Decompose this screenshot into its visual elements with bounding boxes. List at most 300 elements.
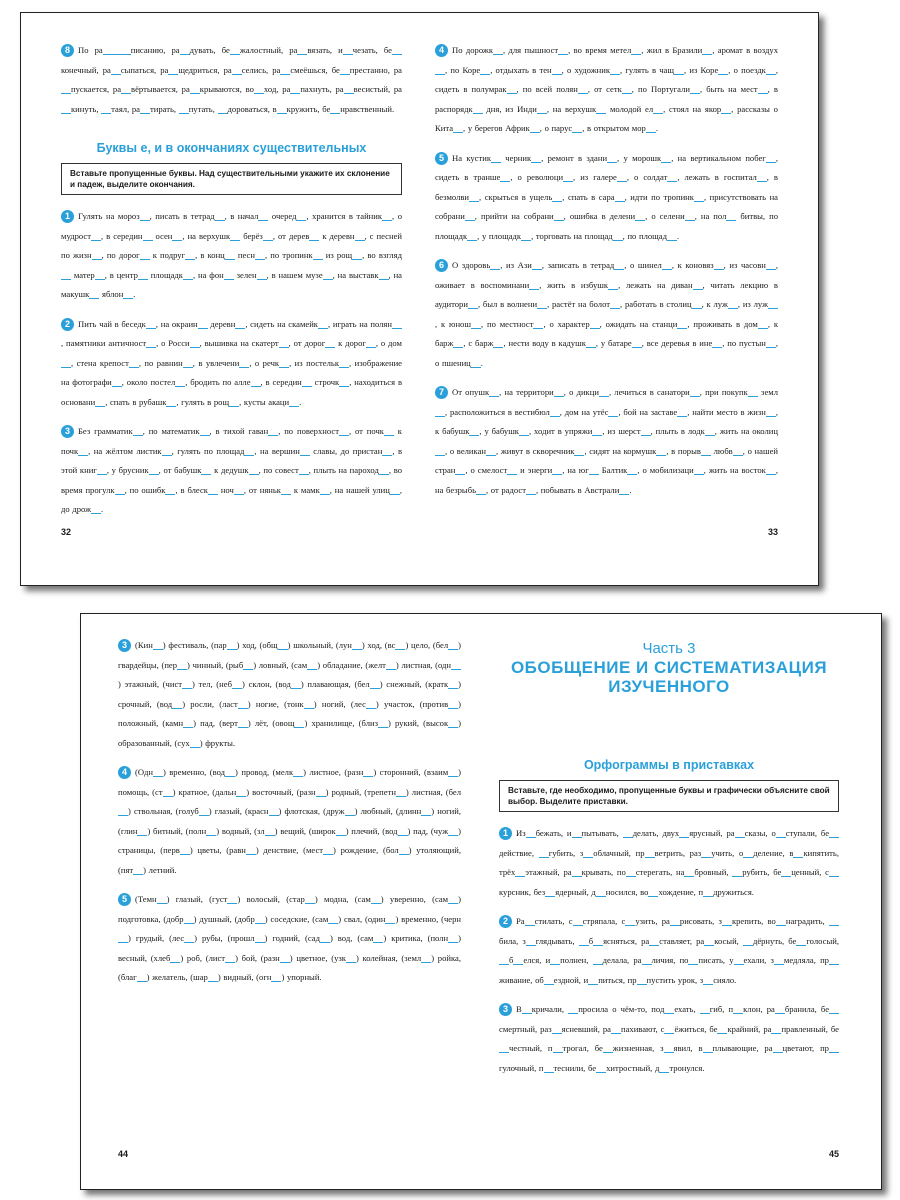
exercise-text: , скрыться в ущель [479, 191, 553, 202]
blank-gap [435, 65, 445, 75]
exercise-text: , о мобилизаци [637, 465, 694, 475]
exercise-text: ) цветное, (узк [289, 952, 346, 963]
exercise-number-badge: 1 [499, 827, 512, 840]
blank-gap [115, 485, 125, 495]
blank-gap [614, 260, 624, 270]
exercise-text: ездной, и [553, 974, 589, 985]
blank-gap [768, 299, 778, 309]
blank-gap [468, 299, 478, 309]
blank-gap [366, 699, 376, 709]
blank-gap [590, 319, 600, 329]
blank-gap [476, 485, 486, 495]
exercise-text: стилать, с [534, 916, 573, 926]
exercise-text: явил, в [673, 1043, 703, 1053]
exercise-text: Пить чай в беседк [78, 318, 146, 329]
exercise-5 [435, 149, 778, 247]
spread-pages-32-33 [20, 12, 819, 586]
blank-gap [384, 426, 394, 436]
blank-gap [180, 845, 190, 855]
exercise-text: , во взгляд [362, 250, 402, 260]
blank-gap [234, 485, 244, 495]
exercise-text: б [509, 955, 514, 965]
blank-gap [688, 955, 698, 965]
page-32 [61, 41, 402, 585]
exercise-text: бранила, бе [784, 1004, 830, 1014]
exercise-4 [118, 763, 461, 880]
blank-gap [183, 718, 193, 728]
exercise-text: к дорог [335, 338, 366, 348]
blank-gap [690, 84, 700, 94]
exercise-text: голосый, [806, 935, 839, 946]
exercise-text: ) упорный. [281, 972, 322, 982]
exercise-text: ценный, с [791, 867, 829, 877]
blank-gap [489, 387, 499, 397]
blank-gap [323, 270, 333, 280]
page-number: 33 [767, 527, 778, 537]
exercise-text: , по площад [622, 230, 667, 241]
blank-gap [592, 426, 602, 436]
exercise-text: смеёшься, бе [290, 64, 340, 75]
exercise-text: ) положный, (камн [118, 698, 462, 728]
blank-gap [705, 426, 715, 436]
exercise-text: , у морошк [617, 152, 662, 163]
exercise-text: ) волосый, (стар [237, 894, 305, 904]
exercises-list [435, 41, 778, 500]
blank-gap [230, 231, 240, 241]
blank-gap [558, 45, 568, 55]
exercise-text: , к барж [435, 318, 778, 348]
exercise-text: пустить урок, з [646, 974, 704, 985]
blank-gap [632, 338, 642, 348]
exercise-text: На кустик [452, 152, 492, 163]
exercise-text: , по всей полян [516, 84, 578, 94]
blank-gap [101, 104, 111, 114]
blank-gap [279, 358, 289, 368]
blank-gap [545, 887, 555, 897]
exercise-text: , о шинел [624, 260, 662, 270]
blank-gap [140, 104, 150, 114]
blank-gap [610, 65, 620, 75]
exercise-text: ) чинный, (рыб [187, 659, 244, 670]
exercise-text: ) душный, (добр [193, 913, 255, 924]
exercise-text: , по местност [480, 318, 534, 329]
exercise-text: тронулся. [669, 1062, 705, 1073]
exercise-text: ёжиться, бе [674, 1023, 718, 1034]
blank-gap [583, 848, 593, 858]
exercise-text: ) колейная, (земл [355, 952, 422, 963]
exercise-text: , к луж [701, 299, 728, 309]
exercise-text: . [480, 357, 483, 368]
exercise-text: ) цело, (бел [405, 640, 449, 650]
page-number: 45 [828, 1149, 839, 1159]
exercise-text: рубить, бе [742, 867, 782, 877]
exercise-text: ) участок, (против [375, 698, 449, 709]
exercise-text: , плыть на пароход [308, 465, 379, 475]
blank-gap [373, 933, 383, 943]
exercise-text: ) помощь, (ст [118, 767, 462, 797]
exercise-text: губить, з [548, 847, 584, 858]
exercise-number-badge: 5 [435, 152, 448, 165]
exercise-text: любв [710, 445, 733, 456]
blank-gap [550, 407, 560, 417]
blank-gap [305, 894, 315, 904]
blank-gap [507, 84, 517, 94]
blank-gap [573, 916, 583, 926]
exercise-text: ) провод, (мелк [235, 767, 294, 777]
exercise-text: , от сетк [587, 84, 622, 94]
blank-gap [386, 660, 396, 670]
exercise-text: , в середин [260, 377, 302, 387]
exercise-text: , жил в Бразили [641, 45, 703, 55]
blank-gap [774, 955, 784, 965]
exercise-text: этажный, ра [525, 867, 572, 877]
exercise-text: вязать, и [307, 45, 343, 55]
blank-gap [455, 465, 465, 475]
exercise-text: хитростный, д [606, 1062, 660, 1073]
blank-gap [776, 828, 786, 838]
blank-gap [552, 192, 562, 202]
exercise-text: нравственный. [340, 103, 395, 114]
blank-gap [694, 192, 704, 202]
exercise-text: , по Коре [445, 64, 481, 75]
exercise-text: , во время метел [568, 45, 632, 55]
blank-gap [714, 260, 724, 270]
blank-gap [766, 407, 776, 417]
blank-gap [163, 787, 173, 797]
exercise-text: , из галере [573, 172, 617, 182]
blank-gap [617, 172, 627, 182]
blank-gap [61, 270, 71, 280]
exercise-4 [435, 41, 778, 139]
exercise-text: , рассказы о Кита [435, 103, 778, 133]
blank-gap [323, 845, 333, 855]
blank-gap [667, 230, 680, 241]
exercise-text: полнен, [560, 955, 593, 965]
exercise-text: ) бой, (разн [235, 952, 280, 963]
part-title-line-1: ОБОБЩЕНИЕ И СИСТЕМАТИЗАЦИЯ [510, 658, 828, 677]
exercise-text: , спать в сара [562, 191, 615, 202]
exercise-text: очеред [268, 211, 297, 221]
exercise-text: , прийти на собрани [474, 211, 554, 221]
exercise-text: , в увлечени [192, 357, 240, 368]
blank-gap [208, 972, 218, 982]
exercise-text: , жить на восток [703, 465, 766, 475]
blank-gap [118, 933, 128, 943]
exercise-text: , из постельк [289, 357, 340, 368]
exercise-text: деление, в [753, 847, 794, 858]
exercise-text: , жить на околиц [714, 426, 778, 436]
exercise-text: щедриться, ра [178, 64, 232, 75]
instruction-box: Вставьте пропущенные буквы. Над существительными укажите их склонение и падеж, выделите окончания. [61, 163, 402, 195]
exercise-text: к подруг [149, 250, 186, 260]
exercise-text: зелен [233, 269, 257, 280]
blank-gap [757, 172, 767, 182]
blank-gap [399, 845, 409, 855]
blank-gap [291, 679, 301, 689]
exercise-text: , быть на мест [699, 84, 758, 94]
exercise-text: , сидят на кормушк [584, 445, 657, 456]
exercise-text: , от бабушк [158, 465, 202, 475]
exercise-text: ветрить, раз [654, 847, 702, 858]
part-title-line-2: ИЗУЧЕННОГО [608, 677, 730, 696]
blank-gap [239, 358, 249, 368]
exercise-text: , лечиться в санатори [608, 387, 690, 397]
blank-gap [198, 319, 208, 329]
blank-gap [200, 426, 210, 436]
blank-gap [91, 504, 104, 514]
exercise-3 [499, 1000, 839, 1078]
exercise-text: косый, [714, 935, 743, 946]
exercise-text: , для пышност [503, 45, 559, 55]
blank-gap [225, 953, 235, 963]
blank-gap [793, 848, 803, 858]
blank-gap [229, 397, 239, 407]
exercise-2 [499, 912, 839, 990]
blank-gap [515, 867, 525, 877]
exercise-text: , от дорог [288, 338, 326, 348]
blank-gap [596, 1063, 606, 1073]
exercise-number-badge: 4 [118, 766, 131, 779]
blank-gap [758, 84, 768, 94]
exercise-text: дувать, бе [189, 45, 230, 55]
blank-gap [352, 250, 362, 260]
blank-gap [596, 104, 606, 114]
exercise-text: Из [516, 828, 526, 838]
exercise-text: , о солдат [626, 172, 668, 182]
blank-gap [703, 975, 713, 985]
blank-gap [97, 465, 107, 475]
blank-gap [578, 84, 588, 94]
blank-gap [95, 270, 105, 280]
exercise-text: , лежать в госпитал [677, 172, 757, 182]
exercise-text: , на нашей улиц [329, 484, 390, 495]
exercise-text: , работать в столиц [620, 299, 692, 309]
exercise-text: песн [234, 250, 255, 260]
exercise-text: , гулять в рощ [176, 396, 230, 407]
exercise-text: делать, двух [632, 828, 680, 838]
exercise-text: , по Португали [631, 84, 690, 94]
blank-gap [659, 1063, 669, 1073]
blank-gap [568, 1004, 578, 1014]
exercise-text: , на жёлтом листик [88, 445, 162, 456]
exercise-text: , на безрыбь [435, 465, 779, 495]
blank-gap [766, 338, 776, 348]
exercise-text: гулочный, п [499, 1062, 544, 1073]
blank-gap [355, 231, 365, 241]
exercise-text: делала, ра [602, 955, 642, 965]
exercise-text: , о поездк [728, 64, 766, 75]
blank-gap [448, 933, 458, 943]
blank-gap [469, 426, 479, 436]
exercise-text: земл [757, 387, 778, 397]
page-45 [499, 636, 839, 1189]
blank-gap [448, 826, 458, 836]
blank-gap [340, 65, 350, 75]
blank-gap [703, 1043, 713, 1053]
blank-gap [140, 211, 150, 221]
exercise-text: , на окраин [155, 318, 198, 329]
blank-gap [339, 358, 349, 368]
exercise-text: , ошибка в делени [563, 211, 636, 221]
exercise-text: , от радост [486, 484, 526, 495]
blank-gap [297, 45, 307, 55]
blank-gap [325, 338, 335, 348]
blank-gap [507, 465, 517, 475]
blank-gap [153, 640, 163, 650]
exercise-text: , из Ази [500, 260, 532, 270]
exercise-text: , лежать на диван [618, 279, 693, 290]
exercise-text: личия, по [651, 955, 689, 965]
exercise-text: ) школьный, (лун [287, 640, 352, 650]
blank-gap [700, 1004, 710, 1014]
blank-gap [339, 426, 349, 436]
exercise-text: , бой на заставе [618, 406, 678, 417]
exercise-text: , о мудрост [61, 211, 402, 241]
exercise-text: живание, об [499, 974, 544, 985]
exercise-text: ) временно, (вод [162, 767, 226, 777]
exercise-text: хождение, п [658, 886, 704, 897]
exercise-number-badge: 3 [499, 1003, 512, 1016]
exercise-text: жалостный, ра [239, 45, 298, 55]
blank-gap [661, 153, 671, 163]
exercise-text: , нести воду в кадушк [503, 338, 586, 348]
blank-gap [608, 280, 618, 290]
exercise-text: кинуть, [71, 103, 102, 114]
blank-gap [379, 465, 389, 475]
blank-gap [544, 1063, 554, 1073]
exercise-text: чезать, бе [352, 45, 392, 55]
exercise-text: , живут в скворечник [495, 445, 575, 456]
exercise-text: к почк [61, 426, 402, 456]
exercise-text: , на фон [192, 269, 224, 280]
blank-gap [111, 65, 121, 75]
blank-gap [318, 319, 328, 329]
exercise-text: , с песней по жизн [61, 230, 402, 260]
page-number: 44 [118, 1149, 129, 1159]
exercise-text: ) срочный, (вод [118, 679, 462, 709]
blank-gap [277, 104, 287, 114]
exercise-text: ) критика, (полн [383, 933, 449, 943]
blank-gap [735, 828, 745, 838]
blank-gap [677, 407, 687, 417]
exercise-text: , о парус [539, 123, 573, 133]
blank-gap [603, 1043, 613, 1053]
blank-gap [165, 485, 175, 495]
exercise-text: ) рождение, (бол [333, 845, 399, 855]
blank-gap [554, 387, 564, 397]
exercise-text: , в конц [195, 250, 225, 260]
exercise-text: , по пустын [722, 338, 766, 348]
exercise-text: крайний, ра [727, 1023, 772, 1034]
exercise-text: ) плавающая, (бел [300, 679, 370, 689]
blank-gap [608, 407, 618, 417]
blank-gap [664, 1004, 674, 1014]
blank-gap [829, 916, 839, 926]
exercise-number-badge: 2 [499, 915, 512, 928]
blank-gap [448, 894, 458, 904]
blank-gap [550, 955, 560, 965]
exercise-text: ) водный, (зл [216, 825, 265, 836]
blank-gap [733, 1004, 743, 1014]
blank-gap [92, 250, 102, 260]
blank-gap [453, 123, 463, 133]
blank-gap [345, 806, 355, 816]
exercise-text: ) денствие, (мест [255, 845, 324, 855]
blank-gap [607, 153, 617, 163]
blank-gap [118, 806, 128, 816]
exercise-text: кружить, бе [286, 103, 331, 114]
blank-gap [553, 1043, 563, 1053]
exercise-text: ) глазый, (густ [166, 894, 228, 904]
blank-gap [448, 699, 458, 709]
exercise-text: , у батаре [595, 338, 632, 348]
blank-gap [172, 699, 182, 709]
exercise-text: ступали, бе [785, 828, 830, 838]
blank-gap [175, 377, 185, 387]
exercise-text: писать, у [698, 955, 734, 965]
blank-gap [300, 446, 310, 456]
blank-gap [89, 289, 99, 299]
blank-gap [244, 446, 254, 456]
blank-gap [296, 211, 306, 221]
blank-gap [593, 936, 603, 946]
exercise-text: славы, до пристан [309, 445, 383, 456]
exercise-text: ) ход, (общ [236, 640, 278, 650]
blank-gap [199, 806, 209, 816]
blank-gap [664, 1043, 674, 1053]
blank-gap [91, 231, 101, 241]
blank-gap [235, 319, 245, 329]
exercise-text: , с барж [463, 338, 494, 348]
blank-gap [766, 153, 776, 163]
exercise-text: крепить, во [731, 916, 776, 926]
exercise-text: , дом на утёс [559, 406, 609, 417]
exercise-text: тирать, [149, 103, 179, 114]
exercise-text: , проживать в дом [687, 318, 758, 329]
blank-gap [775, 1004, 785, 1014]
blank-gap [279, 338, 289, 348]
exercise-text: ) фестиваль, (пар [162, 640, 227, 650]
exercise-text: Ра [516, 916, 525, 926]
exercise-text: ) листная, (одн [395, 659, 452, 670]
blank-gap [781, 867, 791, 877]
blank-gap [635, 211, 645, 221]
exercise-text: ) флотская, (друж [278, 806, 345, 816]
blank-gap [170, 953, 180, 963]
blank-gap [480, 65, 490, 75]
exercise-text: осен [152, 230, 173, 241]
exercise-text: , на вершин [254, 445, 300, 456]
blank-gap [309, 231, 319, 241]
blank-gap [121, 84, 131, 94]
exercise-text: ) ногий, (лес [313, 698, 366, 709]
blank-gap [526, 485, 536, 495]
exercise-text: , к коновяз [671, 260, 714, 270]
exercise-text: ) тел, (неб [192, 679, 232, 689]
exercise-text: ) свал, (один [338, 913, 386, 924]
exercises-list [61, 207, 402, 520]
exercise-text: строчк [311, 377, 340, 387]
exercise-text: , по равнин [138, 357, 183, 368]
blank-gap [526, 828, 536, 838]
exercise-text: . [133, 289, 136, 299]
blank-gap [796, 936, 806, 946]
exercise-text: носился, во [605, 886, 649, 897]
exercise-text: , у брусник [106, 465, 149, 475]
blank-gap [133, 865, 143, 875]
blank-gap [613, 231, 623, 241]
blank-gap [648, 887, 658, 897]
